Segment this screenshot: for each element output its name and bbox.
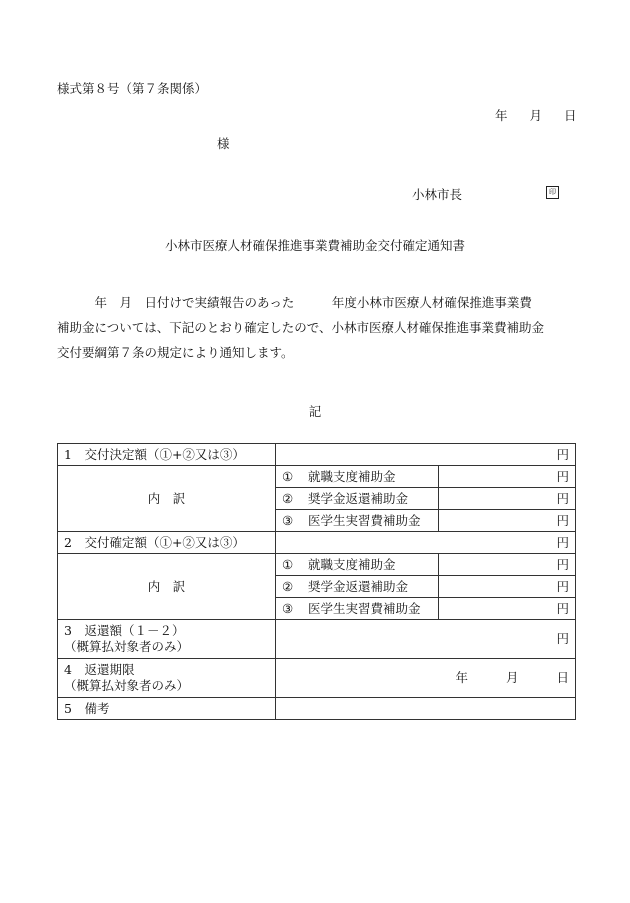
date-month: 月	[529, 108, 542, 123]
row-label	[58, 659, 276, 698]
table-row	[58, 620, 576, 659]
date-day: 日	[563, 108, 577, 123]
item-number: ③	[282, 512, 294, 528]
table-row	[58, 698, 576, 720]
item-number: ③	[282, 600, 294, 616]
item-cell	[276, 576, 439, 598]
item-name: 奨学金返還補助金	[308, 578, 409, 594]
item-number: ②	[282, 578, 294, 594]
remarks-cell	[276, 698, 576, 720]
amount-cell: 円	[276, 620, 576, 659]
addressee: 様	[217, 136, 230, 151]
item-cell	[276, 598, 439, 620]
amount-cell: 円	[276, 444, 576, 466]
amount-cell: 円	[439, 466, 576, 488]
deadline-day: 日	[556, 670, 570, 685]
amount-cell: 円	[439, 554, 576, 576]
item-cell	[276, 510, 439, 532]
table-row	[58, 554, 576, 576]
deadline-month: 月	[506, 670, 519, 685]
item-name: 就職支度補助金	[308, 468, 396, 484]
notice-body	[57, 290, 577, 365]
row-label	[58, 620, 276, 659]
body-line: 補助金については、下記のとおり確定したので、小林市医療人材確保推進事業費補助金	[57, 320, 545, 335]
body-line: 年 月 日付けで実績報告のあった 年度小林市医療人材確保推進事業費	[57, 295, 532, 310]
date-year: 年	[495, 108, 508, 123]
deadline-year: 年	[455, 670, 469, 685]
table-row	[58, 466, 576, 488]
breakdown-label: 内 訳	[58, 466, 276, 532]
row-label-line: （概算払対象者のみ）	[64, 639, 190, 654]
row-label-line: 4 返還期限	[64, 662, 135, 677]
item-name: 医学生実習費補助金	[308, 600, 421, 616]
row-label: 2 交付確定額（①+②又は③）	[58, 532, 276, 554]
item-cell	[276, 466, 439, 488]
item-name: 就職支度補助金	[308, 556, 396, 572]
issuer-name: 小林市長	[412, 187, 463, 202]
amount-cell: 円	[276, 532, 576, 554]
amount-cell: 円	[439, 488, 576, 510]
breakdown-label: 内 訳	[58, 554, 276, 620]
item-number: ①	[282, 556, 294, 572]
deadline-cell	[276, 659, 576, 698]
row-label-line: （概算払対象者のみ）	[64, 678, 190, 693]
row-label: 5 備考	[58, 698, 276, 720]
ki-heading: 記	[308, 404, 322, 419]
item-number: ②	[282, 490, 294, 506]
item-cell	[276, 554, 439, 576]
table-row	[58, 659, 576, 698]
table-row	[58, 532, 576, 554]
amount-cell: 円	[439, 510, 576, 532]
amount-cell: 円	[439, 598, 576, 620]
item-number: ①	[282, 468, 294, 484]
amount-table	[57, 443, 576, 720]
row-label-line: 3 返還額（１－２）	[64, 623, 185, 638]
issue-date	[495, 106, 576, 124]
item-cell	[276, 488, 439, 510]
form-number: 様式第８号（第７条関係）	[57, 81, 208, 96]
item-name: 医学生実習費補助金	[308, 512, 421, 528]
amount-cell: 円	[439, 576, 576, 598]
seal-mark: 印	[546, 186, 559, 199]
body-line: 交付要綱第７条の規定により通知します。	[57, 345, 294, 360]
item-name: 奨学金返還補助金	[308, 490, 409, 506]
table-row	[58, 444, 576, 466]
document-title: 小林市医療人材確保推進事業費補助金交付確定通知書	[164, 238, 465, 253]
row-label: 1 交付決定額（①+②又は③）	[58, 444, 276, 466]
